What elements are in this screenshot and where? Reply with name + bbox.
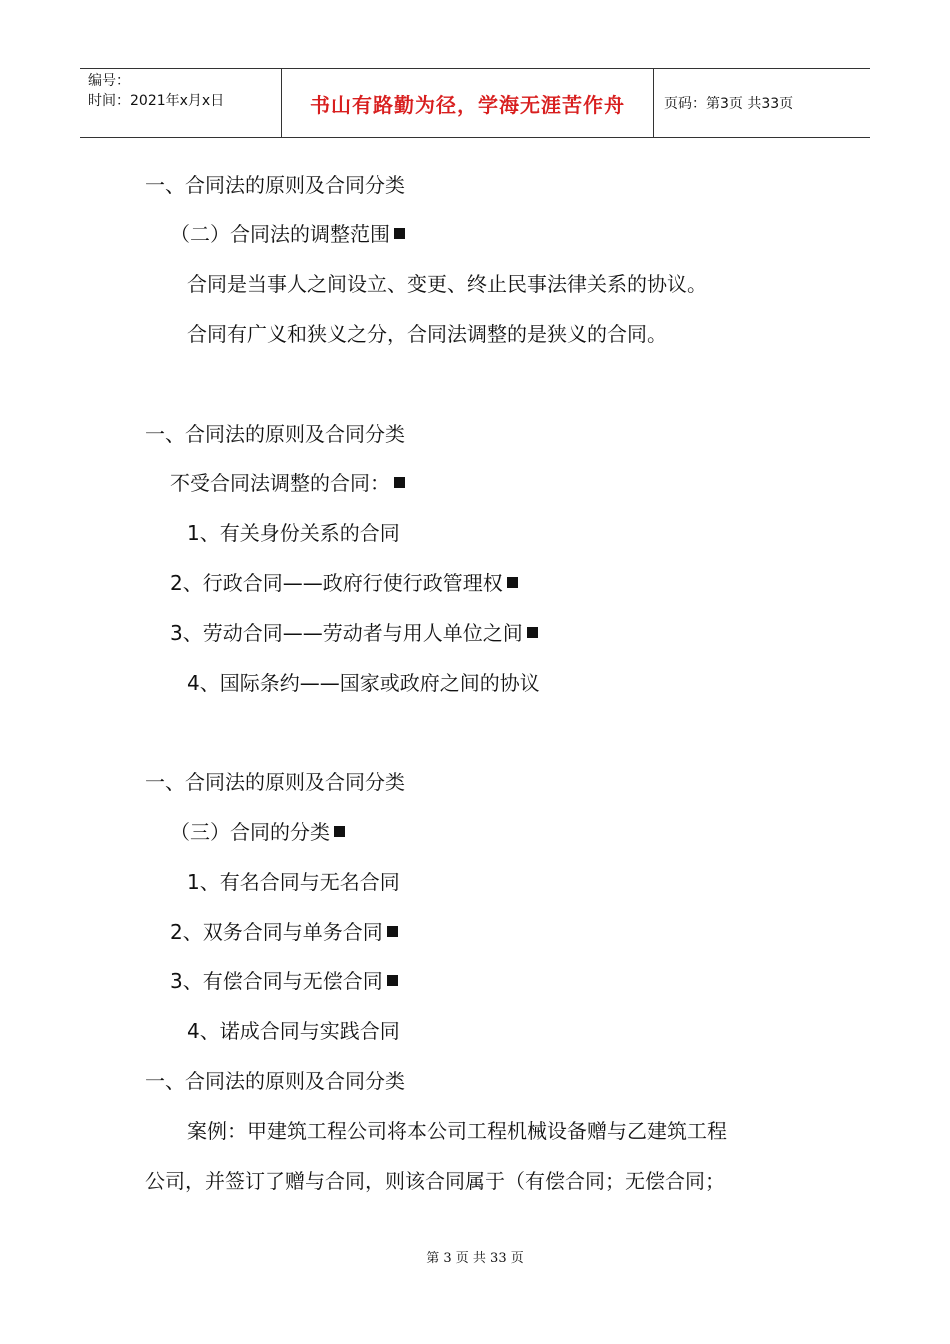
case-paragraph-continued: 公司，并签订了赠与合同，则该合同属于（有偿合同；无偿合同； xyxy=(145,1169,725,1193)
list-item: 2、双务合同与单务合同 xyxy=(170,919,398,945)
body-paragraph: 合同有广义和狭义之分，合同法调整的是狭义的合同。 xyxy=(187,322,667,346)
square-bullet-icon xyxy=(394,228,405,239)
square-bullet-icon xyxy=(507,577,518,588)
section-heading: 一、合同法的原则及合同分类 xyxy=(145,173,405,197)
list-item: 2、行政合同——政府行使行政管理权 xyxy=(170,570,518,596)
list-item: 1、有名合同与无名合同 xyxy=(187,870,400,894)
list-item: 1、有关身份关系的合同 xyxy=(187,521,400,545)
list-item: 3、有偿合同与无偿合同 xyxy=(170,968,398,994)
section-heading: 一、合同法的原则及合同分类 xyxy=(145,422,405,446)
header-page-info: 页码：第3页 共33页 xyxy=(664,96,794,112)
page-footer: 第 3 页 共 33 页 xyxy=(426,1251,524,1266)
list-item: 4、国际条约——国家或政府之间的协议 xyxy=(187,671,540,695)
square-bullet-icon xyxy=(527,627,538,638)
square-bullet-icon xyxy=(387,926,398,937)
square-bullet-icon xyxy=(394,477,405,488)
case-paragraph: 案例：甲建筑工程公司将本公司工程机械设备赠与乙建筑工程 xyxy=(187,1119,727,1143)
list-item: 3、劳动合同——劳动者与用人单位之间 xyxy=(170,620,538,646)
square-bullet-icon xyxy=(387,975,398,986)
header-meta xyxy=(80,69,282,137)
doc-time-label: 时间：2021年x月x日 xyxy=(88,93,225,109)
body-paragraph: 合同是当事人之间设立、变更、终止民事法律关系的协议。 xyxy=(187,272,707,296)
section-heading: 一、合同法的原则及合同分类 xyxy=(145,1069,405,1093)
subsection-heading: （三）合同的分类 xyxy=(170,819,345,845)
section-heading: 一、合同法的原则及合同分类 xyxy=(145,770,405,794)
subsection-heading: 不受合同法调整的合同： xyxy=(170,470,405,496)
header-motto: 书山有路勤为径，学海无涯苦作舟 xyxy=(282,69,654,137)
subsection-heading: （二）合同法的调整范围 xyxy=(170,221,405,247)
doc-number-label: 编号： xyxy=(88,73,130,89)
page-header xyxy=(80,68,870,138)
list-item: 4、诺成合同与实践合同 xyxy=(187,1019,400,1043)
square-bullet-icon xyxy=(334,826,345,837)
